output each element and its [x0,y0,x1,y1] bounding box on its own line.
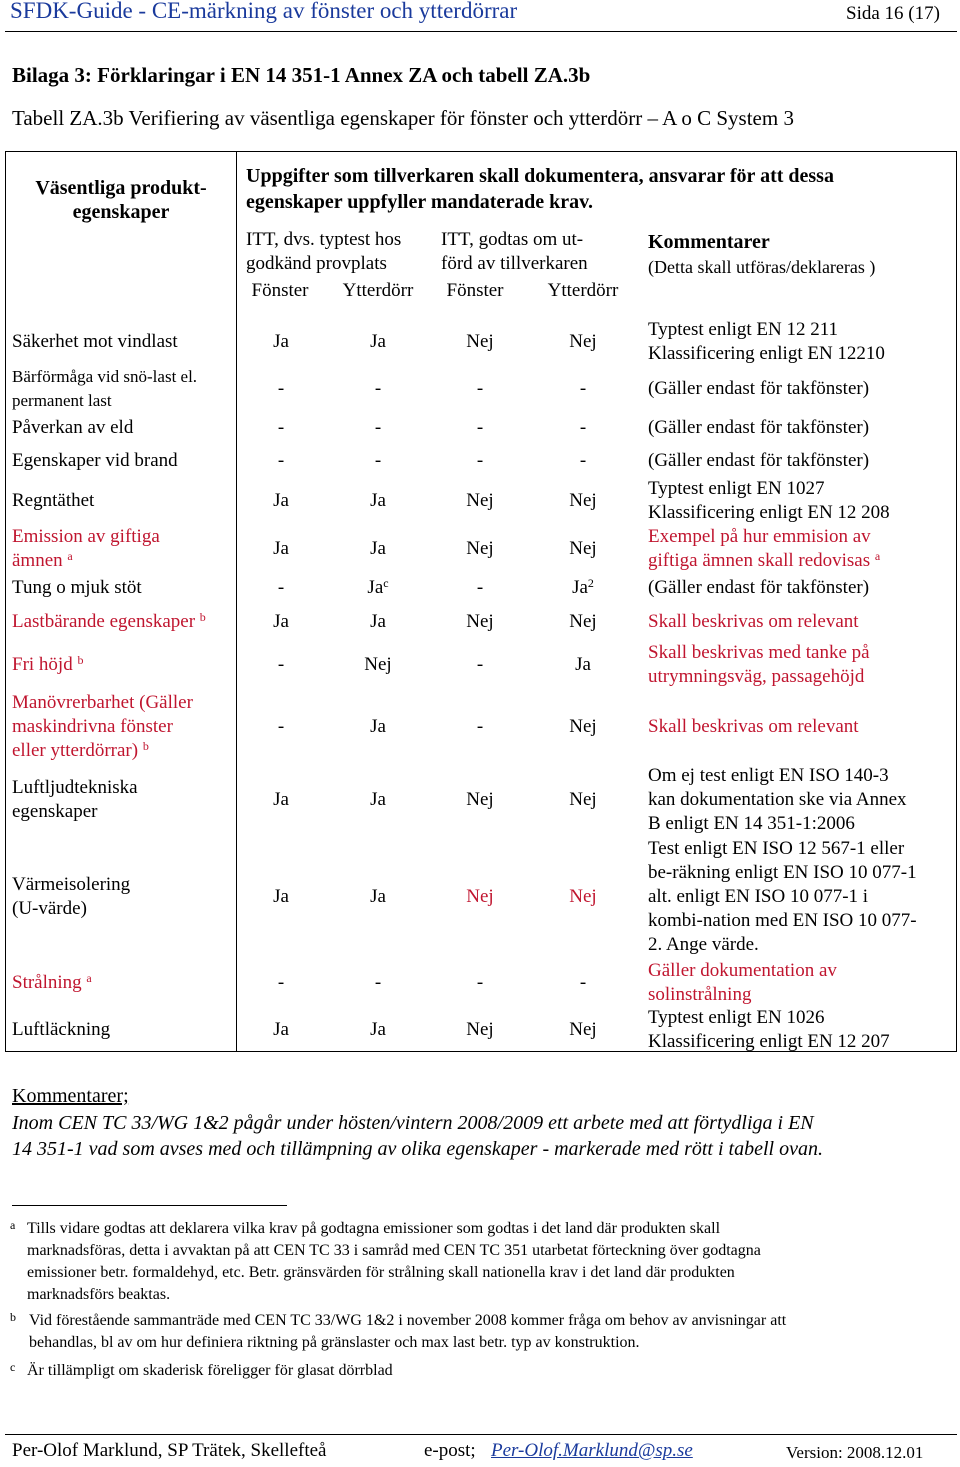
row-comment: (Gäller endast för takfönster) [648,577,870,598]
row-value: Ja [370,611,386,632]
row-comment: Skall beskrivas med tanke på utrymningsväg, passagehöjd [648,642,870,687]
row-value: Nej [569,715,597,737]
row-comment: (Gäller endast för takfönster) [648,449,870,471]
row-value: Ja [370,715,386,737]
row-value: - [579,378,587,399]
comments-text: Inom CEN TC 33/WG 1&2 pågår under hösten/vintern 2008/2009 ett arbete med att förtydliga i EN 14 351-1 vad som avses med och tillämpning av olika egenskaper - markerade med rött i tabell ovan. [12,1112,823,1160]
row-comment: (Gäller endast för takfönster) [648,378,870,399]
row-comment: Gäller dokumentation av solinstrålning [648,959,837,1005]
footnote-mark: c [10,1360,16,1374]
row-value: Nej [466,490,494,511]
row-label: Säkerhet mot vindlast [12,331,178,352]
document-title: SFDK-Guide - CE-märkning av fönster och ytterdörrar [10,0,518,23]
footer-email-label: e-post; [424,1440,476,1461]
appendix-title: Bilaga 3: Förklaringar i EN 14 351-1 Annex ZA och tabell ZA.3b [12,63,591,87]
row-value: Ja [575,654,591,675]
row-value: - [277,378,285,399]
row-value: - [277,715,285,737]
row-value: - [579,417,587,438]
header-comments-sub: (Detta skall utföras/deklareras ) [648,257,876,277]
row-value: - [476,449,484,471]
row-value: Nej [569,490,597,511]
row-value: - [374,378,382,399]
row-value: Ja [273,490,289,511]
row-value: - [277,449,285,471]
row-value: Nej [364,654,392,675]
row-comment: Typtest enligt EN 12 211 Klassificering enligt EN 12210 [648,319,885,364]
row-value: - [277,577,285,598]
footnote-rule [12,1205,287,1206]
row-value: - [579,449,587,471]
row-comment: Test enligt EN ISO 12 567-1 eller be-räkning enligt EN ISO 10 077-1 alt. enligt EN ISO 10 077-1 i kombi-nation med EN ISO 10 077- 2. Ange värde. [648,838,917,955]
row-label: Bärförmåga vid snö-last el. permanent last [12,367,198,410]
header-comments: Kommentarer [648,231,770,253]
row-comment: Skall beskrivas om relevant [648,715,859,737]
row-comment: Typtest enligt EN 1027 Klassificering enligt EN 12 208 [648,478,890,523]
row-label: Regntäthet [12,490,95,511]
footnote-c: c Är tillämpligt om skaderisk föreligger för glasat dörrblad [10,1360,393,1382]
row-label: Manövrerbarhet (Gäller maskindrivna fönster eller ytterdörrar) $^b$ [12,691,193,761]
header-rule [5,31,957,32]
main-header: Uppgifter som tillverkaren skall dokumentera, ansvarar för att dessa egenskaper uppfyller mandaterade krav. [246,165,834,213]
subcol-door-2: Ytterdörr [547,280,619,301]
row-label: Lastbärande egenskaper $^b$ [12,610,206,632]
row-value: - [374,449,382,471]
row-value: Ja [273,331,289,352]
footer-rule [5,1434,957,1435]
row-value: - [476,417,484,438]
row-value: Ja [370,1018,386,1040]
row-value: - [579,971,587,993]
row-value: Ja [370,788,386,810]
row-value: - [476,715,484,737]
row-comment: Om ej test enligt EN ISO 140-3 kan dokumentation ske via Annex B enligt EN 14 351-1:2006 [648,764,907,834]
row-value: Ja$^2$ [572,576,594,598]
row-label: Luftläckning [12,1018,111,1040]
row-value: Ja [370,886,386,907]
row-value: Nej [466,331,494,352]
row-value: Ja$^c$ [367,576,389,598]
row-value: - [476,577,484,598]
subcol-window-2: Fönster [446,280,504,301]
comments-heading: Kommentarer; [12,1085,129,1107]
row-label: Fri höjd $^b$ [12,653,84,675]
row-value: Ja [273,611,289,632]
row-value: Nej [466,788,494,810]
subcol-window-1: Fönster [251,280,309,301]
row-value: - [374,417,382,438]
footer-version: Version: 2008.12.01 [786,1443,924,1462]
footnote-mark: a [10,1218,16,1232]
row-value: Nej [466,611,494,632]
row-value: - [277,417,285,438]
row-value: Nej [569,886,597,907]
row-value: Nej [569,788,597,810]
column-divider [236,151,237,1052]
row-value: Ja [273,788,289,810]
row-value: Nej [569,331,597,352]
row-value: - [277,971,285,993]
row-label: Tung o mjuk stöt [12,577,142,598]
subcol-door-1: Ytterdörr [342,280,414,301]
row-value: Ja [370,331,386,352]
footnote-a: a Tills vidare godtas att deklarera vilka krav på godtagna emissioner som godtas i det land där produkten skall marknadsföras, detta i avvaktan på att CEN TC 33 i samråd med CEN TC 351 utarbetat förteckning över godtagna emissioner betr. formaldehyd, etc. Betr. gränsvärden för strålning skall nationella krav i det land där produkten marknadsförs beaktas. [10,1218,761,1306]
row-value: Ja [273,886,289,907]
row-label: Värmeisolering (U-värde) [12,874,131,919]
row-value: Nej [569,611,597,632]
row-value: Nej [466,886,494,907]
row-label: Luftljudtekniska egenskaper [12,776,138,822]
row-label: Emission av giftiga ämnen $^a$ [12,525,160,571]
row-comment: Skall beskrivas om relevant [648,611,859,632]
header-itt-manufacturer: ITT, godtas om ut- förd av tillverkaren [441,229,588,274]
footer-author: Per-Olof Marklund, SP Trätek, Skellefteå [12,1440,327,1461]
row-value: Ja [370,490,386,511]
email-link[interactable]: Per-Olof.Marklund@sp.se [491,1440,693,1461]
row-value: Nej [569,537,597,559]
row-label: Egenskaper vid brand [12,449,178,471]
footnote-b: b Vid förestående sammanträde med CEN TC 33/WG 1&2 i november 2008 kommer fråga om behov av anvisningar att behandlas, bl av om hur definiera riktning på gränslaster och max last betr. typ av konstruktion. [10,1310,786,1354]
row-comment: (Gäller endast för takfönster) [648,417,870,438]
row-value: - [374,971,382,993]
row-label: Påverkan av eld [12,417,134,438]
row-value: - [277,654,285,675]
row-value: - [476,971,484,993]
table-caption: Tabell ZA.3b Verifiering av väsentliga egenskaper för fönster och ytterdörr – A o C System 3 [12,106,794,130]
row-label: Strålning $^a$ [12,970,92,993]
row-value: Nej [466,1018,494,1040]
row-value: Ja [273,537,289,559]
row-value: - [476,378,484,399]
row-value: - [476,654,484,675]
page-number: Sida 16 (17) [846,3,940,24]
row-comment: Typtest enligt EN 1026 Klassificering enligt EN 12 207 [648,1006,890,1052]
row-value: Nej [569,1018,597,1040]
row-comment: Exempel på hur emmision av giftiga ämnen skall redovisas $^a$ [648,525,881,571]
header-itt-test: ITT, dvs. typtest hos godkänd provplats [246,229,402,274]
row-value: Nej [466,537,494,559]
col-header-properties: Väsentliga produkt- egenskaper [35,177,207,223]
footnote-mark: b [10,1310,16,1324]
row-value: Ja [273,1018,289,1040]
row-value: Ja [370,537,386,559]
